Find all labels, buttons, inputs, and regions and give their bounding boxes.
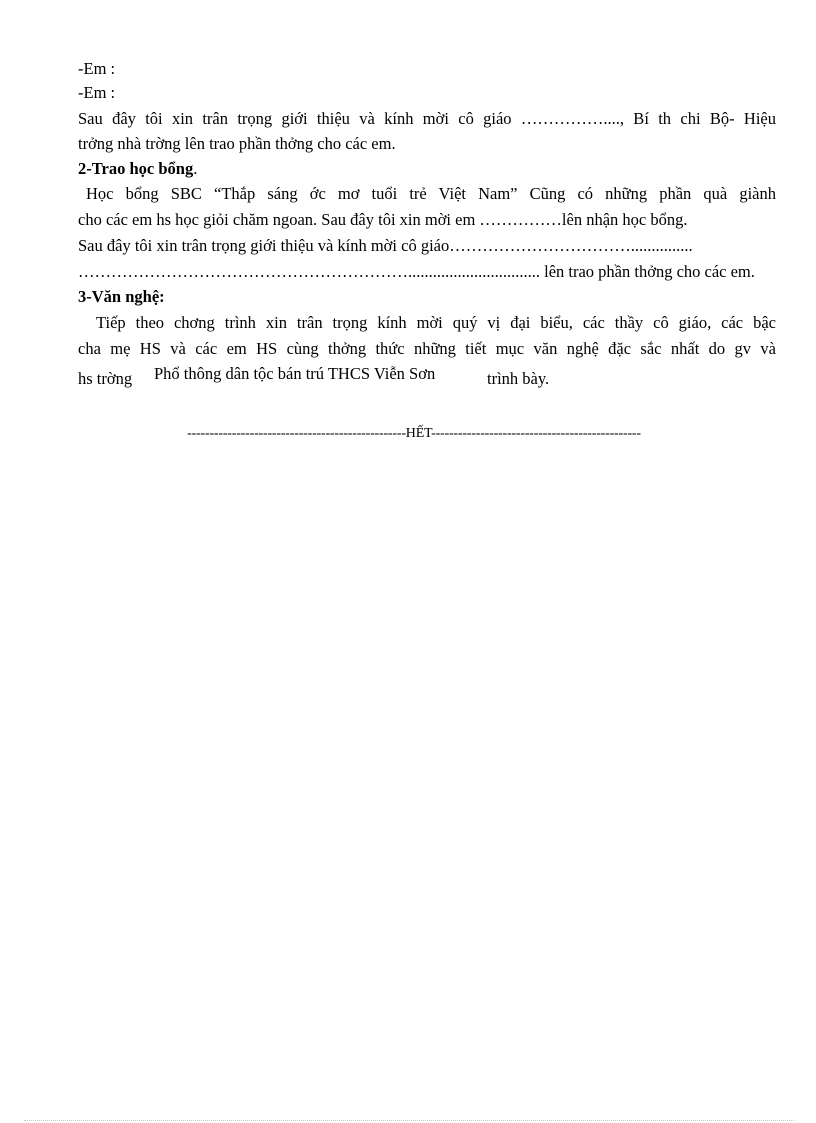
text-line-em-2: -Em : [78,83,116,102]
school-name-text: Phổ thông dân tộc bán trú THCS Viễn Sơn [154,364,436,383]
text-line-scholarship-1: Học bổng SBC “Thắp sáng ớc mơ tuổi trẻ Việt Nam” Cũng có những phần quà giành [86,184,776,203]
page-bottom-edge [24,1120,794,1121]
text-line-intro-2: trởng nhà trờng lên trao phần thởng cho các em. [78,134,396,153]
text-line-arts-3c: trình bày. [487,369,550,388]
section-heading-scholarship-text: 2-Trao học bổng [78,159,194,178]
text-line-arts-3a: hs trờng [78,369,133,388]
text-line-em-1: -Em : [78,59,116,78]
text-line-scholarship-3: Sau đây tôi xin trân trọng giới thiệu và kính mời cô giáo……………………………............... [78,236,693,255]
section-heading-scholarship-suffix: . [193,159,198,178]
section-heading-arts: 3-Văn nghệ: [78,287,165,306]
end-marker: -------------------------------------------------HẾT----------------------------------------------- [187,426,641,441]
text-line-arts-1: Tiếp theo chơng trình xin trân trọng kính mời quý vị đại biểu, các thầy cô giáo, các bậc [96,313,776,332]
section-heading-scholarship [78,158,197,180]
text-line-scholarship-2: cho các em hs học giỏi chăm ngoan. Sau đây tôi xin mời em ……………lên nhận học bổng. [78,210,688,229]
text-line-arts-2: cha mẹ HS và các em HS cùng thởng thức những tiết mục văn nghệ đặc sắc nhất do gv và [78,339,776,358]
text-line-intro-1: Sau đây tôi xin trân trọng giới thiệu và kính mời cô giáo ……………...., Bí th chi Bộ- Hiệu [78,109,776,128]
text-line-scholarship-4: ……………………………………………………................................ lên trao phần thởng cho các em. [78,262,755,281]
